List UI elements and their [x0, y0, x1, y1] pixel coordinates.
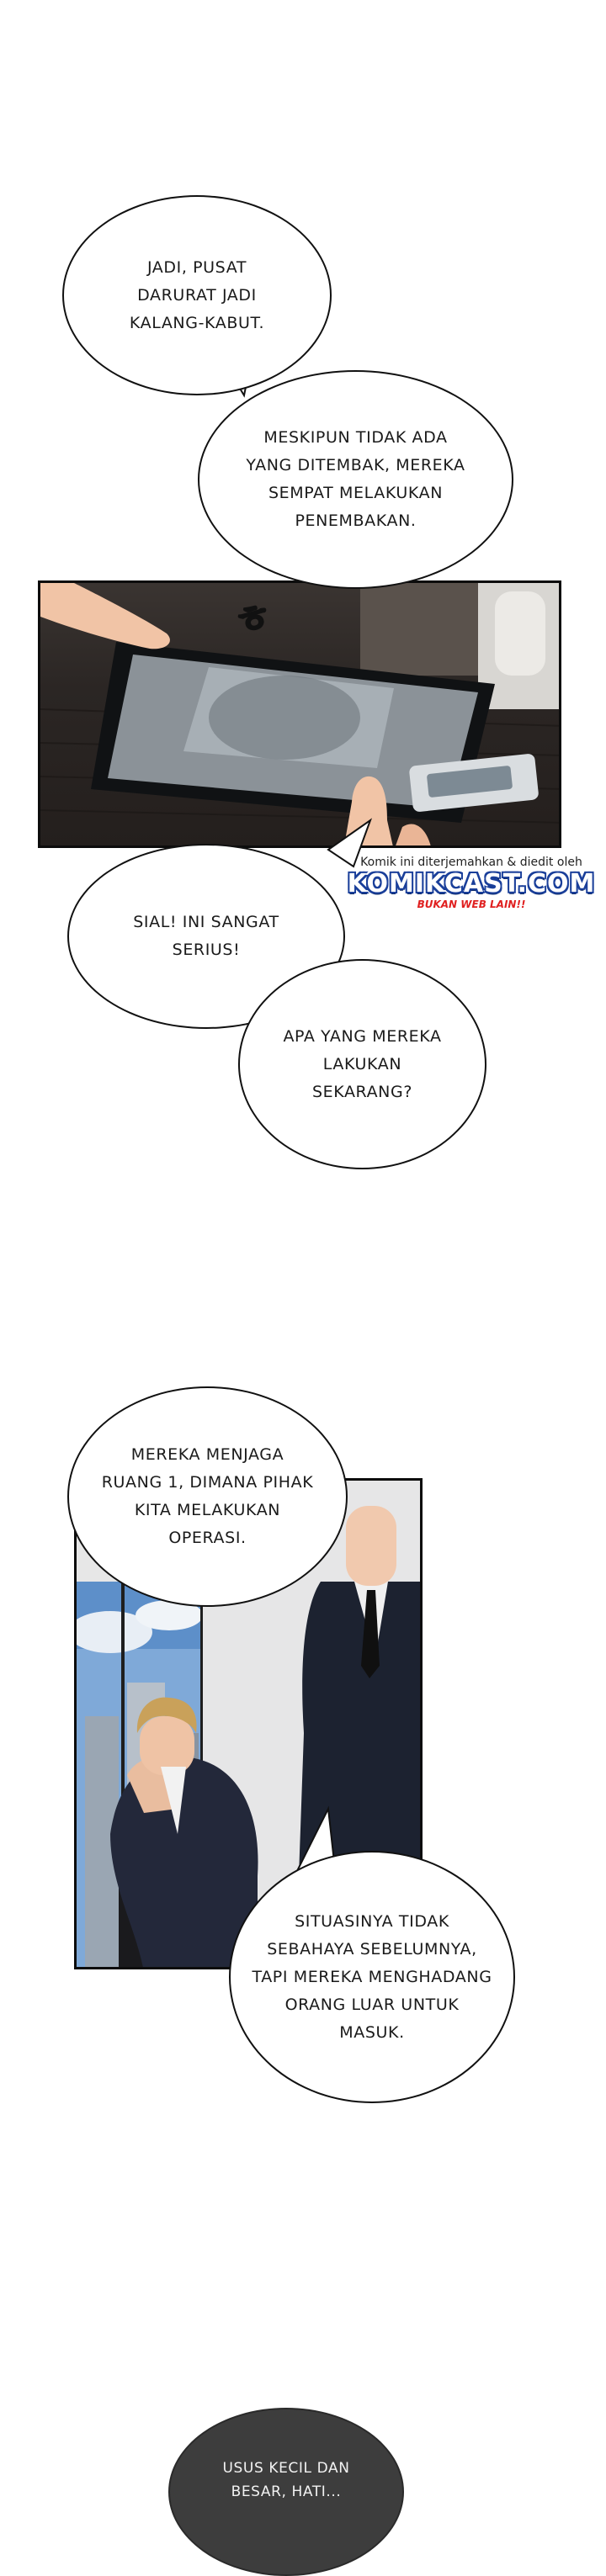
speech-text: MEREKA MENJAGA RUANG 1, DIMANA PIHAK KITA MELAKUKAN OPERASI. [101, 1445, 314, 1547]
credit-logo: KOMIKCAST.COM [347, 869, 596, 898]
speech-text: JADI, PUSAT DARURAT JADI KALANG-KABUT. [129, 257, 265, 332]
credit-line: Komik ini diterjemahkan & diedit oleh [360, 856, 582, 869]
credit-tagline: BUKAN WEB LAIN!! [417, 898, 526, 910]
speech-bubble-6 [229, 1851, 515, 2103]
translation-credit [345, 856, 598, 910]
speech-text: MESKIPUN TIDAK ADA YANG DITEMBAK, MEREKA SEMPAT MELAKUKAN PENEMBAKAN. [246, 428, 465, 530]
speech-text: SIAL! INI SANGAT SERIUS! [133, 913, 279, 959]
speech-text: USUS KECIL DAN BESAR, HATI... [222, 2460, 350, 2500]
speech-bubble-2 [198, 370, 513, 589]
speech-bubble-7 [168, 2408, 404, 2576]
speech-text: APA YANG MEREKA LAKUKAN SEKARANG? [283, 1026, 442, 1101]
speech-bubble-4 [238, 959, 486, 1169]
speech-bubble-1 [62, 195, 332, 395]
sound-effect: ㅎ [229, 592, 278, 646]
speech-bubble-5 [67, 1386, 348, 1607]
speech-text: SITUASINYA TIDAK SEBAHAYA SEBELUMNYA, TAPI MEREKA MENGHADANG ORANG LUAR UNTUK MASUK. [252, 1911, 492, 2042]
